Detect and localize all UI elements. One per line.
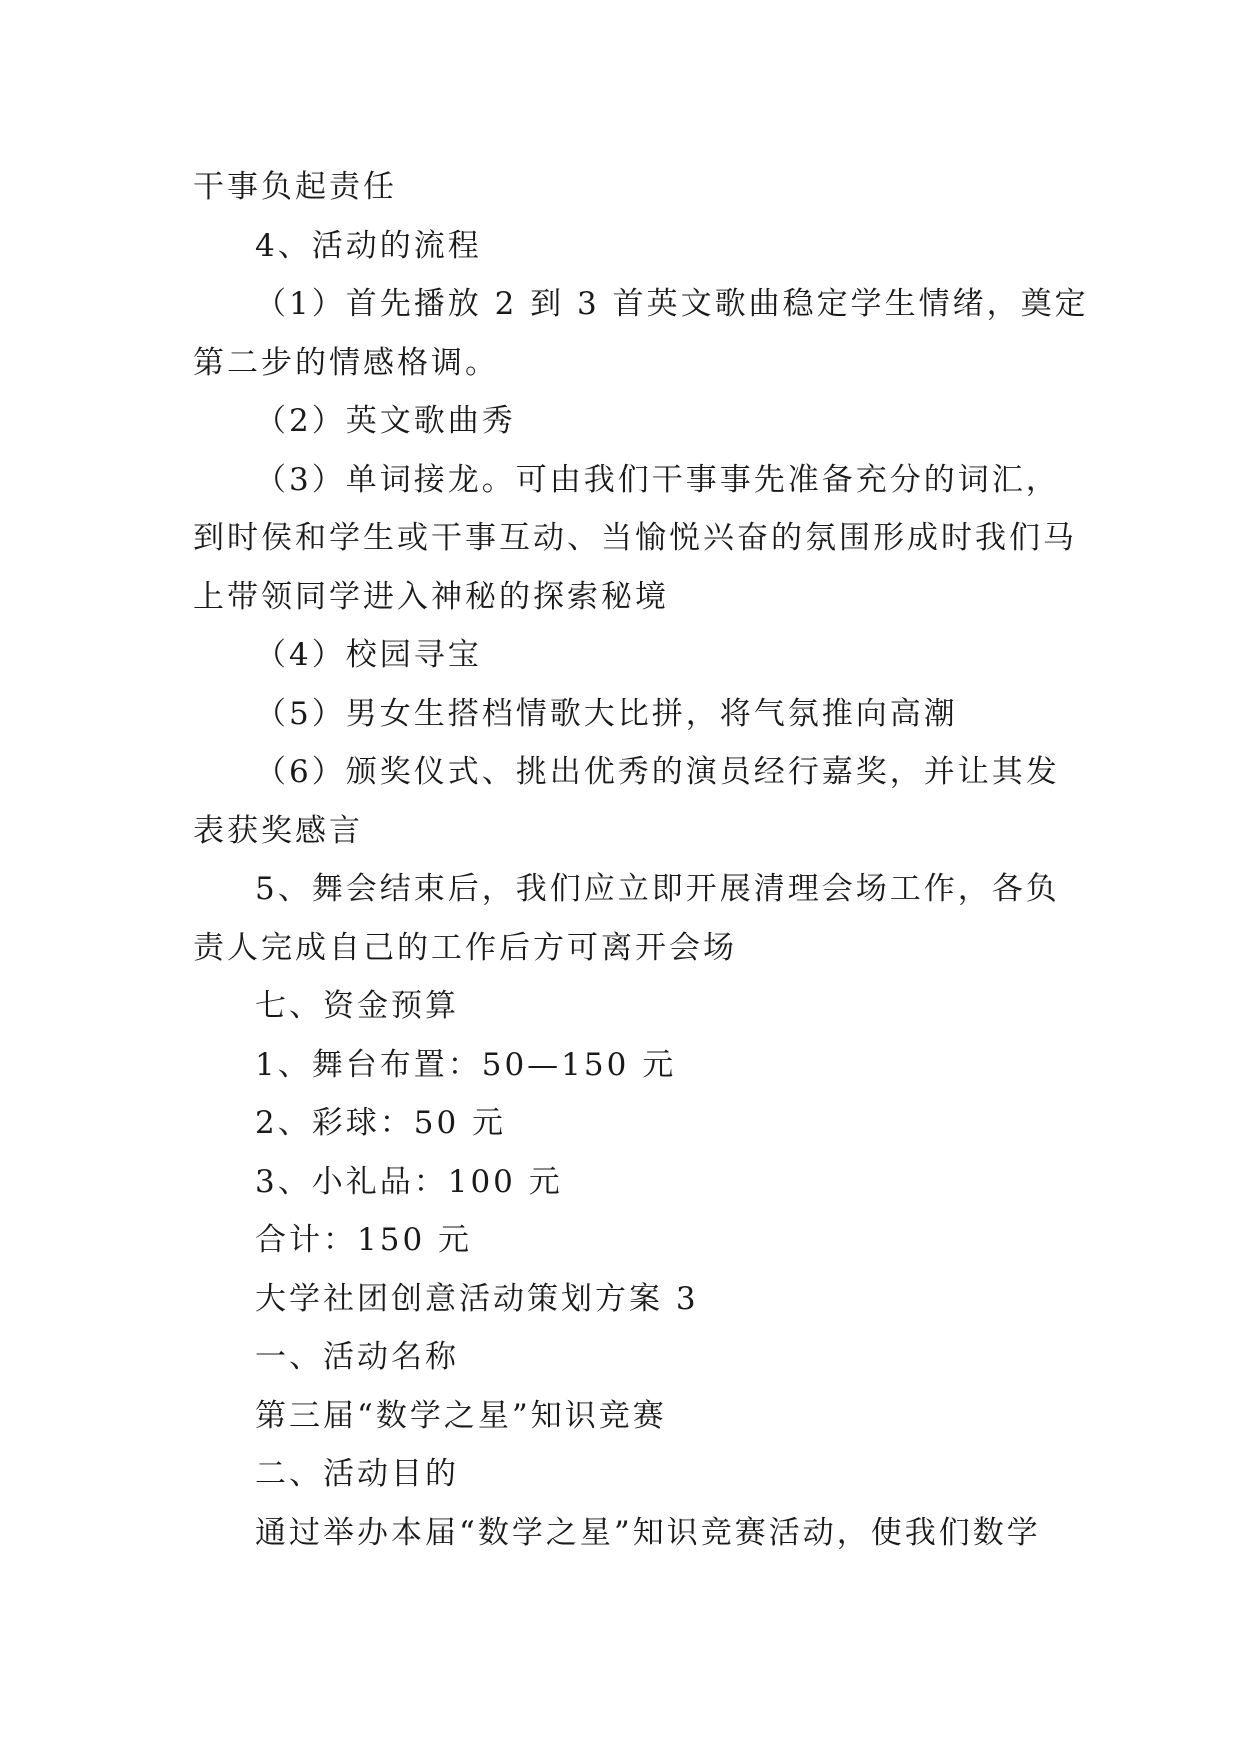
section-heading: 一、活动名称 bbox=[255, 1339, 459, 1375]
text-line: 到时侯和学生或干事互动、当愉悦兴奋的氛围形成时我们马 bbox=[193, 520, 1077, 556]
section-heading: 大学社团创意活动策划方案 3 bbox=[255, 1280, 699, 1317]
text-line: （5）男女生搭档情歌大比拼，将气氛推向高潮 bbox=[255, 695, 958, 732]
text-line: 上带领同学进入神秘的探索秘境 bbox=[193, 578, 669, 615]
document-body bbox=[193, 158, 1089, 1562]
text-line: 通过举办本届“数学之星”知识竞赛活动，使我们数学 bbox=[255, 1514, 1041, 1551]
text-line: 表获奖感言 bbox=[193, 812, 363, 849]
text-line: （6）颁奖仪式、挑出优秀的演员经行嘉奖，并让其发 bbox=[255, 754, 1060, 790]
text-line: 第二步的情感格调。 bbox=[193, 344, 499, 381]
text-line: （2）英文歌曲秀 bbox=[255, 403, 516, 439]
text-line: 1、舞台布置：50—150 元 bbox=[255, 1046, 677, 1083]
text-line: 干事负起责任 bbox=[193, 169, 397, 205]
text-line: （1）首先播放 2 到 3 首英文歌曲稳定学生情绪，奠定 bbox=[255, 286, 1089, 322]
text-line: （3）单词接龙。可由我们干事事先准备充分的词汇， bbox=[255, 461, 1060, 498]
text-line: 3、小礼品：100 元 bbox=[255, 1163, 563, 1200]
text-line: （4）校园寻宝 bbox=[255, 637, 482, 673]
text-line: 第三届“数学之星”知识竞赛 bbox=[255, 1397, 667, 1434]
text-line: 2、彩球：50 元 bbox=[255, 1105, 507, 1141]
section-heading: 二、活动目的 bbox=[255, 1456, 459, 1492]
text-line: 4、活动的流程 bbox=[255, 227, 482, 264]
text-line: 合计：150 元 bbox=[255, 1222, 473, 1258]
text-line: 5、舞会结束后，我们应立即开展清理会场工作，各负 bbox=[255, 871, 1060, 907]
text-line: 责人完成自己的工作后方可离开会场 bbox=[193, 929, 737, 966]
section-heading: 七、资金预算 bbox=[255, 988, 459, 1024]
